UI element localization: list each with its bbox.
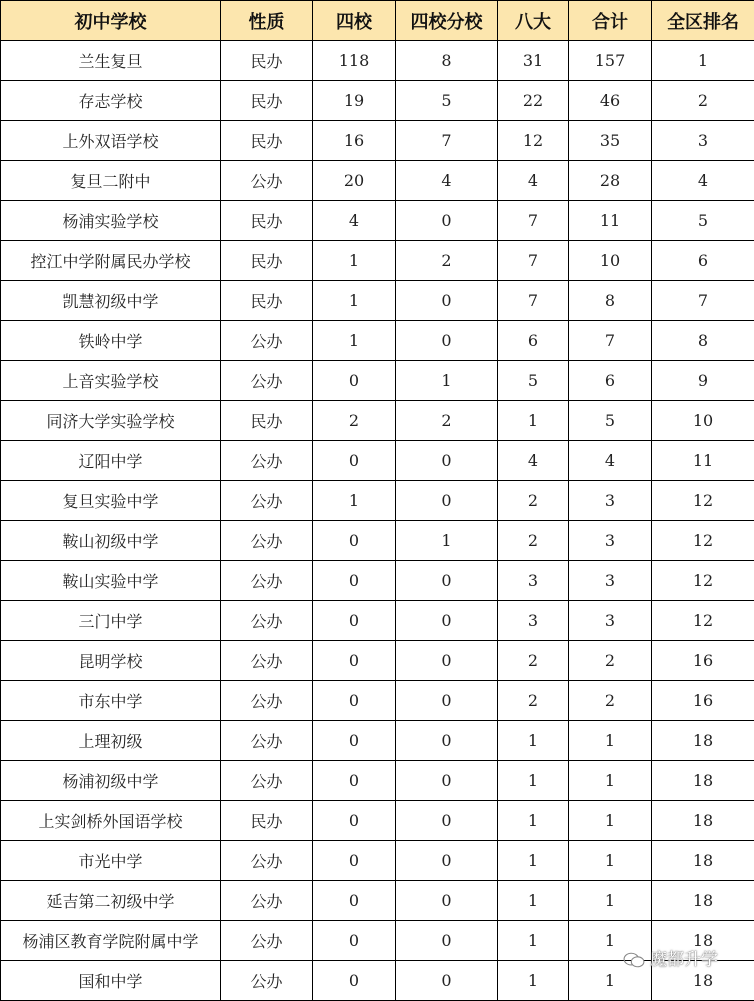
cell-total: 6 bbox=[569, 361, 652, 401]
cell-type: 公办 bbox=[221, 321, 313, 361]
cell-school: 市东中学 bbox=[1, 681, 221, 721]
cell-school: 昆明学校 bbox=[1, 641, 221, 681]
cell-eight-majors: 7 bbox=[498, 201, 569, 241]
cell-four-school-branches: 0 bbox=[396, 641, 498, 681]
cell-eight-majors: 3 bbox=[498, 561, 569, 601]
cell-total: 2 bbox=[569, 641, 652, 681]
cell-school: 鞍山实验中学 bbox=[1, 561, 221, 601]
table-row bbox=[1, 841, 754, 881]
cell-total: 3 bbox=[569, 561, 652, 601]
cell-four-schools: 0 bbox=[313, 641, 396, 681]
cell-type: 公办 bbox=[221, 561, 313, 601]
table-row bbox=[1, 121, 754, 161]
table-row bbox=[1, 321, 754, 361]
cell-eight-majors: 3 bbox=[498, 601, 569, 641]
cell-school: 鞍山初级中学 bbox=[1, 521, 221, 561]
cell-four-school-branches: 0 bbox=[396, 841, 498, 881]
cell-school: 上实剑桥外国语学校 bbox=[1, 801, 221, 841]
table-row bbox=[1, 161, 754, 201]
cell-school: 上理初级 bbox=[1, 721, 221, 761]
cell-district-rank: 18 bbox=[652, 841, 754, 881]
cell-eight-majors: 1 bbox=[498, 881, 569, 921]
cell-school: 延吉第二初级中学 bbox=[1, 881, 221, 921]
header-four-school-branches: 四校分校 bbox=[396, 1, 498, 41]
cell-eight-majors: 2 bbox=[498, 481, 569, 521]
table-row bbox=[1, 481, 754, 521]
header-eight-majors: 八大 bbox=[498, 1, 569, 41]
cell-district-rank: 11 bbox=[652, 441, 754, 481]
cell-total: 7 bbox=[569, 321, 652, 361]
cell-type: 公办 bbox=[221, 521, 313, 561]
cell-district-rank: 16 bbox=[652, 681, 754, 721]
cell-four-school-branches: 0 bbox=[396, 561, 498, 601]
table-row bbox=[1, 761, 754, 801]
cell-school: 同济大学实验学校 bbox=[1, 401, 221, 441]
cell-total: 157 bbox=[569, 41, 652, 81]
cell-four-schools: 0 bbox=[313, 521, 396, 561]
cell-four-schools: 0 bbox=[313, 361, 396, 401]
table-row bbox=[1, 521, 754, 561]
cell-eight-majors: 4 bbox=[498, 161, 569, 201]
cell-four-schools: 0 bbox=[313, 681, 396, 721]
cell-district-rank: 12 bbox=[652, 481, 754, 521]
cell-four-school-branches: 2 bbox=[396, 241, 498, 281]
header-row bbox=[1, 1, 754, 41]
cell-four-schools: 0 bbox=[313, 801, 396, 841]
cell-school: 辽阳中学 bbox=[1, 441, 221, 481]
cell-four-schools: 0 bbox=[313, 601, 396, 641]
cell-eight-majors: 1 bbox=[498, 921, 569, 961]
cell-type: 民办 bbox=[221, 801, 313, 841]
cell-four-school-branches: 0 bbox=[396, 721, 498, 761]
cell-district-rank: 4 bbox=[652, 161, 754, 201]
cell-eight-majors: 31 bbox=[498, 41, 569, 81]
cell-type: 公办 bbox=[221, 881, 313, 921]
cell-eight-majors: 7 bbox=[498, 281, 569, 321]
cell-four-school-branches: 0 bbox=[396, 281, 498, 321]
table-row bbox=[1, 721, 754, 761]
cell-total: 35 bbox=[569, 121, 652, 161]
cell-school: 国和中学 bbox=[1, 961, 221, 1001]
cell-eight-majors: 2 bbox=[498, 681, 569, 721]
cell-type: 民办 bbox=[221, 81, 313, 121]
cell-type: 民办 bbox=[221, 401, 313, 441]
header-four-schools: 四校 bbox=[313, 1, 396, 41]
cell-school: 铁岭中学 bbox=[1, 321, 221, 361]
cell-four-schools: 4 bbox=[313, 201, 396, 241]
cell-type: 公办 bbox=[221, 161, 313, 201]
cell-school: 上音实验学校 bbox=[1, 361, 221, 401]
cell-district-rank: 10 bbox=[652, 401, 754, 441]
cell-total: 3 bbox=[569, 481, 652, 521]
cell-four-schools: 1 bbox=[313, 281, 396, 321]
cell-school: 上外双语学校 bbox=[1, 121, 221, 161]
cell-school: 杨浦初级中学 bbox=[1, 761, 221, 801]
cell-school: 杨浦区教育学院附属中学 bbox=[1, 921, 221, 961]
cell-total: 1 bbox=[569, 841, 652, 881]
cell-eight-majors: 1 bbox=[498, 401, 569, 441]
cell-four-schools: 0 bbox=[313, 721, 396, 761]
cell-eight-majors: 1 bbox=[498, 961, 569, 1001]
cell-eight-majors: 12 bbox=[498, 121, 569, 161]
cell-type: 民办 bbox=[221, 281, 313, 321]
cell-school: 存志学校 bbox=[1, 81, 221, 121]
cell-four-school-branches: 0 bbox=[396, 681, 498, 721]
cell-total: 1 bbox=[569, 721, 652, 761]
table-row bbox=[1, 41, 754, 81]
cell-total: 8 bbox=[569, 281, 652, 321]
cell-four-school-branches: 4 bbox=[396, 161, 498, 201]
cell-type: 民办 bbox=[221, 121, 313, 161]
cell-eight-majors: 5 bbox=[498, 361, 569, 401]
cell-district-rank: 5 bbox=[652, 201, 754, 241]
cell-district-rank: 12 bbox=[652, 521, 754, 561]
cell-total: 1 bbox=[569, 921, 652, 961]
cell-total: 10 bbox=[569, 241, 652, 281]
cell-four-school-branches: 0 bbox=[396, 801, 498, 841]
table-row bbox=[1, 681, 754, 721]
cell-four-school-branches: 0 bbox=[396, 961, 498, 1001]
cell-four-schools: 0 bbox=[313, 841, 396, 881]
cell-district-rank: 18 bbox=[652, 961, 754, 1001]
cell-type: 公办 bbox=[221, 641, 313, 681]
cell-district-rank: 16 bbox=[652, 641, 754, 681]
cell-school: 凯慧初级中学 bbox=[1, 281, 221, 321]
cell-type: 民办 bbox=[221, 41, 313, 81]
table-row bbox=[1, 401, 754, 441]
cell-four-school-branches: 0 bbox=[396, 881, 498, 921]
cell-district-rank: 9 bbox=[652, 361, 754, 401]
cell-district-rank: 18 bbox=[652, 721, 754, 761]
table-row bbox=[1, 281, 754, 321]
cell-four-schools: 19 bbox=[313, 81, 396, 121]
cell-four-school-branches: 5 bbox=[396, 81, 498, 121]
cell-total: 2 bbox=[569, 681, 652, 721]
cell-four-school-branches: 0 bbox=[396, 201, 498, 241]
cell-total: 1 bbox=[569, 961, 652, 1001]
cell-eight-majors: 22 bbox=[498, 81, 569, 121]
cell-four-schools: 118 bbox=[313, 41, 396, 81]
cell-four-schools: 1 bbox=[313, 321, 396, 361]
cell-type: 公办 bbox=[221, 601, 313, 641]
cell-total: 11 bbox=[569, 201, 652, 241]
cell-district-rank: 18 bbox=[652, 881, 754, 921]
cell-district-rank: 18 bbox=[652, 801, 754, 841]
cell-total: 28 bbox=[569, 161, 652, 201]
cell-type: 公办 bbox=[221, 481, 313, 521]
cell-four-school-branches: 0 bbox=[396, 761, 498, 801]
cell-four-school-branches: 8 bbox=[396, 41, 498, 81]
cell-type: 公办 bbox=[221, 681, 313, 721]
cell-school: 控江中学附属民办学校 bbox=[1, 241, 221, 281]
header-type: 性质 bbox=[221, 1, 313, 41]
cell-district-rank: 18 bbox=[652, 761, 754, 801]
cell-school: 复旦实验中学 bbox=[1, 481, 221, 521]
cell-type: 民办 bbox=[221, 241, 313, 281]
header-total: 合计 bbox=[569, 1, 652, 41]
cell-eight-majors: 4 bbox=[498, 441, 569, 481]
cell-type: 民办 bbox=[221, 201, 313, 241]
cell-type: 公办 bbox=[221, 921, 313, 961]
cell-four-school-branches: 0 bbox=[396, 601, 498, 641]
cell-school: 三门中学 bbox=[1, 601, 221, 641]
cell-type: 公办 bbox=[221, 441, 313, 481]
table-row bbox=[1, 641, 754, 681]
cell-four-schools: 1 bbox=[313, 481, 396, 521]
cell-four-schools: 0 bbox=[313, 441, 396, 481]
header-school: 初中学校 bbox=[1, 1, 221, 41]
cell-district-rank: 12 bbox=[652, 561, 754, 601]
cell-eight-majors: 1 bbox=[498, 721, 569, 761]
cell-total: 1 bbox=[569, 881, 652, 921]
cell-four-schools: 0 bbox=[313, 961, 396, 1001]
cell-school: 杨浦实验学校 bbox=[1, 201, 221, 241]
cell-four-schools: 2 bbox=[313, 401, 396, 441]
table-row bbox=[1, 81, 754, 121]
cell-district-rank: 3 bbox=[652, 121, 754, 161]
cell-four-schools: 1 bbox=[313, 241, 396, 281]
cell-four-school-branches: 0 bbox=[396, 921, 498, 961]
cell-four-schools: 0 bbox=[313, 881, 396, 921]
cell-four-school-branches: 7 bbox=[396, 121, 498, 161]
table-row bbox=[1, 201, 754, 241]
cell-four-schools: 0 bbox=[313, 921, 396, 961]
cell-four-schools: 16 bbox=[313, 121, 396, 161]
cell-four-school-branches: 0 bbox=[396, 481, 498, 521]
cell-total: 4 bbox=[569, 441, 652, 481]
cell-total: 3 bbox=[569, 521, 652, 561]
table-row bbox=[1, 601, 754, 641]
cell-four-schools: 0 bbox=[313, 561, 396, 601]
cell-four-school-branches: 0 bbox=[396, 321, 498, 361]
header-district-rank: 全区排名 bbox=[652, 1, 754, 41]
cell-eight-majors: 2 bbox=[498, 641, 569, 681]
cell-total: 3 bbox=[569, 601, 652, 641]
cell-eight-majors: 1 bbox=[498, 841, 569, 881]
table-row bbox=[1, 361, 754, 401]
cell-school: 市光中学 bbox=[1, 841, 221, 881]
cell-district-rank: 8 bbox=[652, 321, 754, 361]
cell-eight-majors: 6 bbox=[498, 321, 569, 361]
cell-type: 公办 bbox=[221, 961, 313, 1001]
cell-eight-majors: 1 bbox=[498, 761, 569, 801]
cell-type: 公办 bbox=[221, 841, 313, 881]
cell-eight-majors: 7 bbox=[498, 241, 569, 281]
cell-district-rank: 1 bbox=[652, 41, 754, 81]
watermark bbox=[622, 951, 718, 969]
watermark-text: 魔都升学 bbox=[650, 950, 718, 970]
cell-four-school-branches: 2 bbox=[396, 401, 498, 441]
table-row bbox=[1, 441, 754, 481]
cell-eight-majors: 1 bbox=[498, 801, 569, 841]
table-row bbox=[1, 881, 754, 921]
cell-four-school-branches: 1 bbox=[396, 361, 498, 401]
wechat-icon bbox=[622, 951, 646, 969]
cell-district-rank: 18 bbox=[652, 921, 754, 961]
cell-total: 5 bbox=[569, 401, 652, 441]
cell-total: 1 bbox=[569, 801, 652, 841]
table-row bbox=[1, 561, 754, 601]
cell-type: 公办 bbox=[221, 361, 313, 401]
cell-four-schools: 0 bbox=[313, 761, 396, 801]
cell-four-school-branches: 1 bbox=[396, 521, 498, 561]
cell-total: 1 bbox=[569, 761, 652, 801]
cell-district-rank: 2 bbox=[652, 81, 754, 121]
cell-district-rank: 7 bbox=[652, 281, 754, 321]
cell-district-rank: 6 bbox=[652, 241, 754, 281]
cell-type: 公办 bbox=[221, 761, 313, 801]
cell-school: 复旦二附中 bbox=[1, 161, 221, 201]
cell-four-school-branches: 0 bbox=[396, 441, 498, 481]
table-row bbox=[1, 801, 754, 841]
cell-district-rank: 12 bbox=[652, 601, 754, 641]
cell-type: 公办 bbox=[221, 721, 313, 761]
cell-school: 兰生复旦 bbox=[1, 41, 221, 81]
table-row bbox=[1, 241, 754, 281]
cell-four-schools: 20 bbox=[313, 161, 396, 201]
cell-total: 46 bbox=[569, 81, 652, 121]
cell-eight-majors: 2 bbox=[498, 521, 569, 561]
